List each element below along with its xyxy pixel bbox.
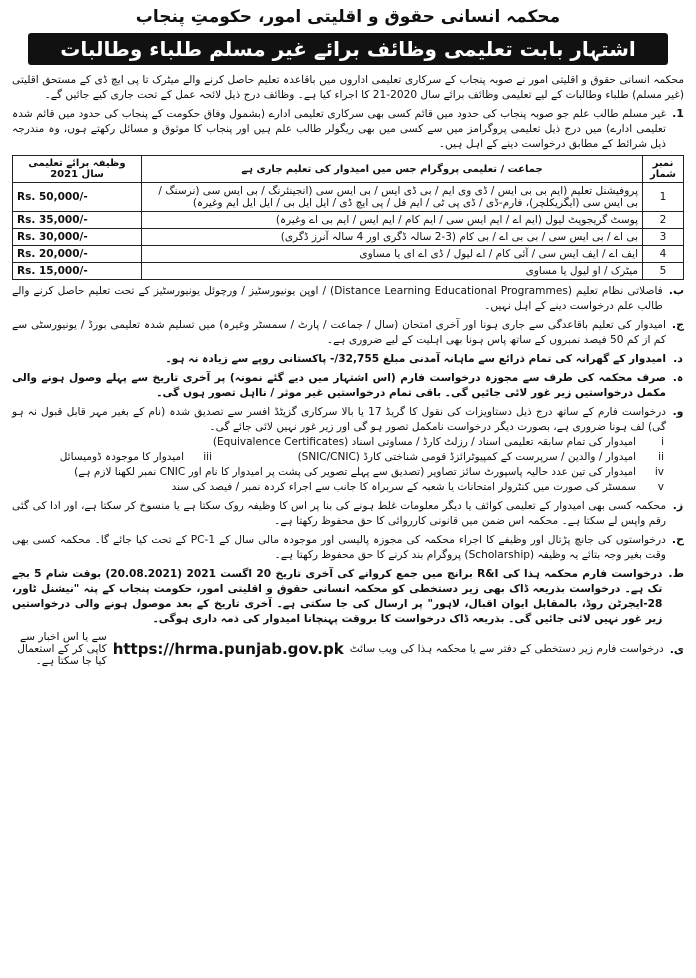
section-d: [12, 352, 684, 367]
row-amount: Rs. 30,000/-: [13, 229, 142, 246]
section-a: [12, 107, 684, 152]
row-serial: 5: [643, 263, 684, 280]
section-g-mark: ز.: [672, 499, 684, 512]
section-h-text: درخواستوں کی جانچ پڑتال اور وظیفے کا اجراء محکمہ کی مجوزہ پالیسی اور موجودہ مالی سال کے PC-1 کے تحت کیا جائے گا۔ محکمہ کسی بھی وقت بغیر وجہ بتائے یہ وظیفہ (Scholarship) پروگرام بند کرنے کا حق محفوظ رکھتا ہے۔: [12, 534, 666, 561]
section-c-mark: ج.: [671, 318, 684, 331]
row-amount: Rs. 35,000/-: [13, 212, 142, 229]
document-item-number: v: [657, 481, 664, 493]
document-item-text: امیدوار کی تین عدد حالیہ پاسپورٹ سائز تصاویر (تصدیق سے پہلے تصویر کی پشت پر امیدوار کا نام اور CNIC نمبر لکھنا لازم ہے): [74, 466, 636, 478]
section-b-text: فاصلاتی نظام تعلیم (Distance Learning Educational Programmes) / اوپن یونیورسٹیز / ورچوئل یونیورسٹیز کے تحت تعلیم حاصل کرنے والے طالب علم درخواست دینے کے اہل نہیں۔: [12, 285, 663, 312]
document-item-number: ii: [658, 451, 664, 463]
document-item-number: iv: [654, 466, 664, 478]
section-g: [12, 499, 684, 529]
footer-text: درخواست فارم زیر دستخطی کے دفتر سے یا محکمہ ہذا کی ویب سائٹ: [349, 643, 664, 655]
row-serial: 4: [643, 246, 684, 263]
section-i-text: درخواست فارم محکمہ ہذا کی R&I برانچ میں جمع کروانے کی آخری تاریخ 20 اگست 2021 (20.08.2021) بوقت شام 5 بجے تک ہے۔ درخواست بذریعہ ڈاک بھی زیر دستخطی کو محکمہ انسانی حقوق و اقلیتی امور، حکومت پنجاب کے پتہ "نیشنل ٹاور، 28-ایجرٹن روڈ، بالمقابل ایوان اقبال، لاہور" پر ارسال کی جا سکتی ہے۔ آخری تاریخ کے بعد موصول ہونے والی درخواستیں زیر غور نہیں لائی جائیں گی۔ بذریعہ ڈاک درخواست کا بروقت پہنچانا امیدوار کی ذمہ داری ہوگی۔: [12, 568, 663, 625]
row-serial: 1: [643, 183, 684, 212]
section-c: [12, 318, 684, 348]
table-row: [13, 212, 684, 229]
table-row: [13, 183, 684, 212]
section-a-text: غیر مسلم طالب علم جو صوبہ پنجاب کی حدود میں قائم کسی بھی سرکاری تعلیمی ادارے (بشمول وفاق حکومت کے پنجاب کی حدود میں قائم شدہ تعلیمی ادارے) میں درج ذیل تعلیمی پروگرامز میں سے کسی میں بھی ریگولر طالب علم ہیں اور پنجاب کا موثوق و مسائل رکھتے ہوں، وہ مندرجہ ذیل شرائط کے مطابق درخواست دینے کے اہل ہیں۔: [12, 108, 666, 150]
row-amount: Rs. 50,000/-: [13, 183, 142, 212]
section-f-mark: و.: [672, 405, 684, 418]
header-serial: نمبر شمار: [643, 156, 684, 183]
website-link[interactable]: https://hrma.punjab.gov.pk: [112, 640, 344, 658]
section-g-text: محکمہ کسی بھی امیدوار کے تعلیمی کوائف یا دیگر معلومات غلط ہونے کی بنا پر اس کا وظیفہ روک سکتا ہے یا منسوخ کر سکتا ہے، اور ادا کی گئی رقم واپس لے سکتا ہے۔ محکمہ اس ضمن میں قانونی کارروائی کا حق محفوظ رکھتا ہے۔: [12, 500, 666, 527]
row-program: پوسٹ گریجویٹ لیول (ایم اے / ایم ایس سی / ایم کام / ایم ایس / ایم بی اے وغیرہ): [142, 212, 643, 229]
document-item-number: iii: [203, 451, 212, 463]
section-f: [12, 405, 684, 435]
row-serial: 3: [643, 229, 684, 246]
row-program: ایف اے / ایف ایس سی / آئی کام / اے لیول / ڈی اے ای یا مساوی: [142, 246, 643, 263]
section-i: [12, 567, 684, 627]
section-c-text: امیدوار کی تعلیم باقاعدگی سے جاری ہونا اور آخری امتحان (سال / جماعت / پارٹ / سمسٹر وغیرہ) میں تسلیم شدہ تعلیمی بورڈ / یونیورسٹی سے کم از کم 50 فیصد نمبروں کے ساتھ پاس ہونا بھی اہلیت کے لیے ضروری ہے۔: [12, 319, 666, 346]
footer-mark: ی.: [669, 642, 684, 656]
section-b-mark: ب.: [668, 284, 684, 297]
table-row: [13, 246, 684, 263]
advertisement-title-banner: اشتہار بابت تعلیمی وظائف برائے غیر مسلم طلباء وطالبات: [28, 33, 668, 65]
row-program: پروفیشنل تعلیم (ایم بی بی ایس / ڈی وی ایم / بی ڈی ایس / بی ایس سی (انجینئرنگ / بی ایس سی (نرسنگ / بی ایس سی (ایگریکلچر)، فارم-ڈی / ڈی پی ٹی / ایم فل / پی ایچ ڈی / ایل ایل بی / ایل ایل ایم وغیرہ): [142, 183, 643, 212]
row-amount: Rs. 15,000/-: [13, 263, 142, 280]
header-program: جماعت / تعلیمی پروگرام جس میں امیدوار کی تعلیم جاری ہے: [142, 156, 643, 183]
row-serial: 2: [643, 212, 684, 229]
section-h-mark: ح.: [671, 533, 684, 546]
document-item: [12, 480, 664, 495]
table-row: [13, 229, 684, 246]
document-item: [12, 465, 664, 480]
row-program: میٹرک / او لیول یا مساوی: [142, 263, 643, 280]
section-e: [12, 371, 684, 401]
header-amount: وظیفہ برائے تعلیمی سال 2021: [13, 156, 142, 183]
section-h: [12, 533, 684, 563]
section-e-mark: ہ.: [672, 371, 684, 384]
department-heading: محکمہ انسانی حقوق و اقلیتی امور، حکومتِ پنجاب: [135, 7, 561, 27]
section-a-mark: 1.: [672, 107, 684, 120]
document-item: [12, 435, 664, 450]
document-item-number: i: [661, 436, 664, 448]
footer-text-after: سے یا اس اخبار سے کاپی کر کے استعمال کیا جا سکتا ہے۔: [17, 631, 107, 667]
section-b: [12, 284, 684, 314]
table-row: [13, 263, 684, 280]
section-d-text: امیدوار کے گھرانہ کی تمام ذرائع سے ماہانہ آمدنی مبلغ 32,755/- پاکستانی روپے سے زیادہ نہ ہو۔: [165, 353, 666, 365]
section-d-mark: د.: [673, 352, 683, 365]
document-item-text: امیدوار کی تمام سابقہ تعلیمی اسناد / رزلٹ کارڈ / مساوتی اسناد (Equivalence Certificates): [212, 436, 636, 448]
section-e-text: صرف محکمہ کی طرف سے مجوزہ درخواست فارم (اس اشتہار میں دیے گئے نمونہ) پر آخری تاریخ سے پہلے وصول ہونے والی مکمل درخواستیں زیر غور لائی جائیں گی۔ باقی تمام درخواستیں غیر موثر / نااہل تصور ہوں گی۔: [12, 372, 666, 399]
section-i-mark: ط.: [668, 567, 684, 580]
document-item-text: سمسٹر کی صورت میں کنٹرولر امتحانات یا شعبہ کے سربراہ کا جانب سے اجراء کردہ نمبر / فیصد کی سند: [171, 481, 636, 493]
row-amount: Rs. 20,000/-: [13, 246, 142, 263]
row-program: بی اے / بی ایس سی / بی بی اے / بی کام (3-2 سالہ ڈگری اور 4 سالہ آنرز ڈگری): [142, 229, 643, 246]
table-header-row: [13, 156, 684, 183]
scholarship-table: [12, 155, 684, 280]
document-item-pair: [12, 450, 664, 465]
footer-line: [12, 631, 684, 667]
document-item-text: امیدوار / والدین / سرپرست کے کمپیوٹرائزڈ قومی شناختی کارڈ (SNIC/CNIC): [297, 451, 636, 463]
section-f-text: درخواست فارم کے ساتھ درج ذیل دستاویزات کی نقول کا گریڈ 17 یا بالا سرکاری گزیٹڈ افسر سے تصدیق شدہ (نام کے بغیر مہر قابل قبول نہ ہو گی) لف ہونا ضروری ہے، بصورت دیگر درخواست نامکمل تصور ہو گی اور زیر غور نہیں لائی جائے گی۔: [12, 406, 666, 433]
intro-paragraph: محکمہ انسانی حقوق و اقلیتی امور نے صوبہ پنجاب کے سرکاری تعلیمی اداروں میں باقاعدہ تعلیم حاصل کرنے والے میٹرک تا پی ایچ ڈی کے مستحق اقلیتی (غیر مسلم) طلباء وطالبات کے لیے تعلیمی وظائف برائے سال 2020-21 کا اجراء کیا ہے۔ وظائف درج ذیل لائحہ عمل کے تحت جاری کیے جائیں گے۔: [12, 74, 684, 101]
document-item-text: امیدوار کا موجودہ ڈومیسائل: [59, 451, 184, 463]
